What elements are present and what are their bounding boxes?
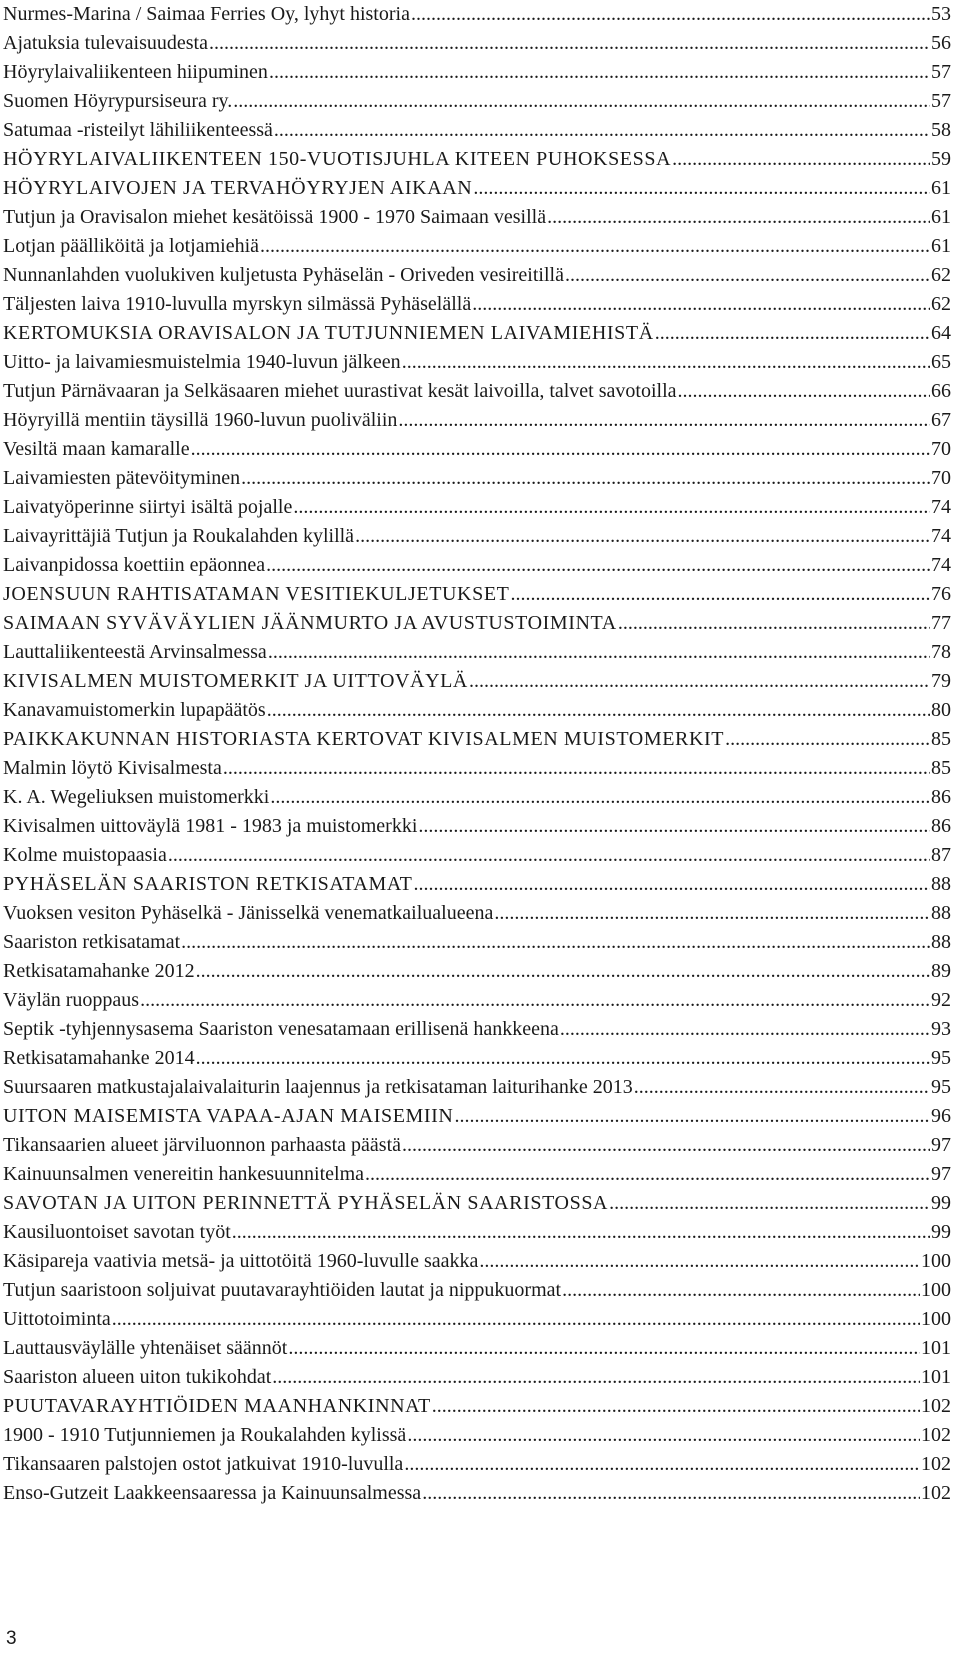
toc-entry-title: Kolme muistopaasia bbox=[3, 844, 167, 866]
toc-entry-title: Satumaa -risteilyt lähiliikenteessä bbox=[3, 119, 273, 141]
toc-entry bbox=[3, 1015, 951, 1044]
toc-entry bbox=[3, 1102, 951, 1131]
toc-entry bbox=[3, 551, 951, 580]
dot-leader bbox=[618, 609, 930, 638]
toc-entry-page: 79 bbox=[931, 670, 951, 692]
toc-entry bbox=[3, 1334, 951, 1363]
toc-entry bbox=[3, 1421, 951, 1450]
toc-entry-title: PAIKKAKUNNAN HISTORIASTA KERTOVAT KIVISALMEN MUISTOMERKIT bbox=[3, 728, 725, 750]
toc-entry bbox=[3, 377, 951, 406]
toc-entry-page: 74 bbox=[931, 496, 951, 518]
toc-entry-page: 80 bbox=[931, 699, 951, 721]
toc-entry bbox=[3, 1160, 951, 1189]
toc-entry-page: 70 bbox=[931, 438, 951, 460]
toc-entry-title: JOENSUUN RAHTISATAMAN VESITIEKULJETUKSET bbox=[3, 583, 510, 605]
dot-leader bbox=[268, 638, 930, 667]
dot-leader bbox=[413, 870, 930, 899]
dot-leader bbox=[454, 1102, 930, 1131]
toc-entry bbox=[3, 1363, 951, 1392]
toc-entry bbox=[3, 116, 951, 145]
toc-entry bbox=[3, 1392, 951, 1421]
toc-entry bbox=[3, 696, 951, 725]
dot-leader bbox=[565, 261, 930, 290]
dot-leader bbox=[196, 957, 930, 986]
toc-entry bbox=[3, 1450, 951, 1479]
toc-entry-title: Ajatuksia tulevaisuudesta bbox=[3, 32, 208, 54]
dot-leader bbox=[407, 1421, 920, 1450]
toc-entry-title: Laivatyöperinne siirtyi isältä pojalle bbox=[3, 496, 293, 518]
toc-entry bbox=[3, 29, 951, 58]
toc-entry bbox=[3, 841, 951, 870]
dot-leader bbox=[355, 522, 930, 551]
toc-entry-title: Höyrylaivaliikenteen hiipuminen bbox=[3, 61, 268, 83]
toc-entry-title: Saariston retkisatamat bbox=[3, 931, 181, 953]
toc-entry-page: 93 bbox=[931, 1018, 951, 1040]
toc-entry-page: 58 bbox=[931, 119, 951, 141]
dot-leader bbox=[510, 580, 930, 609]
toc-entry-page: 57 bbox=[931, 61, 951, 83]
toc-entry bbox=[3, 1247, 951, 1276]
toc-entry-title: Vesiltä maan kamaralle bbox=[3, 438, 190, 460]
dot-leader bbox=[404, 1450, 920, 1479]
dot-leader bbox=[411, 0, 930, 29]
toc-entry-title: Septik -tyhjennysasema Saariston venesatamaan erillisenä hankkeena bbox=[3, 1018, 559, 1040]
toc-entry-title: Kanavamuistomerkin lupapäätös bbox=[3, 699, 266, 721]
toc-entry-page: 67 bbox=[931, 409, 951, 431]
toc-entry bbox=[3, 435, 951, 464]
toc-entry bbox=[3, 638, 951, 667]
toc-entry-title: HÖYRYLAIVOJEN JA TERVAHÖYRYJEN AIKAAN bbox=[3, 177, 473, 199]
dot-leader bbox=[288, 1334, 920, 1363]
dot-leader bbox=[112, 1305, 920, 1334]
toc-entry-page: 76 bbox=[931, 583, 951, 605]
dot-leader bbox=[472, 290, 930, 319]
dot-leader bbox=[266, 551, 930, 580]
toc-entry-title: Suursaaren matkustajalaivalaiturin laajennus ja retkisataman laiturihanke 2013 bbox=[3, 1076, 633, 1098]
toc-entry bbox=[3, 0, 951, 29]
toc-entry-title: Höyryillä mentiin täysillä 1960-luvun puoliväliin bbox=[3, 409, 398, 431]
toc-entry-title: Laivamiesten pätevöityminen bbox=[3, 467, 241, 489]
toc-entry-page: 87 bbox=[931, 844, 951, 866]
dot-leader bbox=[560, 1015, 930, 1044]
toc-entry-page: 88 bbox=[931, 931, 951, 953]
toc-entry-page: 74 bbox=[931, 525, 951, 547]
toc-entry bbox=[3, 145, 951, 174]
toc-entry-page: 99 bbox=[931, 1221, 951, 1243]
toc-entry-title: Tutjun ja Oravisalon miehet kesätöissä 1900 - 1970 Saimaan vesillä bbox=[3, 206, 547, 228]
toc-entry-title: Retkisatamahanke 2014 bbox=[3, 1047, 195, 1069]
toc-entry-page: 65 bbox=[931, 351, 951, 373]
toc-entry-title: SAVOTAN JA UITON PERINNETTÄ PYHÄSELÄN SAARISTOSSA bbox=[3, 1192, 609, 1214]
dot-leader bbox=[418, 812, 930, 841]
toc-entry-page: 53 bbox=[931, 3, 951, 25]
toc-entry-page: 102 bbox=[921, 1395, 951, 1417]
toc-entry-page: 74 bbox=[931, 554, 951, 576]
toc-entry-title: Laivayrittäjiä Tutjun ja Roukalahden kylillä bbox=[3, 525, 355, 547]
toc-entry-page: 102 bbox=[921, 1424, 951, 1446]
dot-leader bbox=[494, 899, 930, 928]
dot-leader bbox=[402, 1131, 930, 1160]
toc-entry bbox=[3, 87, 951, 116]
toc-entry bbox=[3, 319, 951, 348]
toc-entry-title: Nunnanlahden vuolukiven kuljetusta Pyhäselän - Oriveden vesireitillä bbox=[3, 264, 564, 286]
toc-entry-page: 86 bbox=[931, 786, 951, 808]
toc-entry-title: Saariston alueen uiton tukikohdat bbox=[3, 1366, 272, 1388]
toc-entry-title: Tutjun Pärnävaaran ja Selkäsaaren miehet uurastivat kesät laivoilla, talvet savotoilla bbox=[3, 380, 677, 402]
toc-entry-title: Uittotoiminta bbox=[3, 1308, 111, 1330]
toc-entry bbox=[3, 870, 951, 899]
dot-leader bbox=[547, 203, 930, 232]
toc-entry bbox=[3, 1305, 951, 1334]
toc-entry bbox=[3, 667, 951, 696]
toc-entry-page: 97 bbox=[931, 1163, 951, 1185]
dot-leader bbox=[432, 1392, 920, 1421]
dot-leader bbox=[140, 986, 930, 1015]
dot-leader bbox=[398, 406, 930, 435]
toc-entry bbox=[3, 1131, 951, 1160]
dot-leader bbox=[209, 29, 930, 58]
toc-entry-page: 86 bbox=[931, 815, 951, 837]
toc-entry-page: 100 bbox=[921, 1279, 951, 1301]
toc-entry bbox=[3, 406, 951, 435]
dot-leader bbox=[562, 1276, 920, 1305]
dot-leader bbox=[191, 435, 930, 464]
toc-entry-page: 59 bbox=[931, 148, 951, 170]
toc-entry bbox=[3, 174, 951, 203]
dot-leader bbox=[402, 348, 930, 377]
dot-leader bbox=[365, 1160, 930, 1189]
toc-entry-page: 66 bbox=[931, 380, 951, 402]
toc-entry-page: 88 bbox=[931, 902, 951, 924]
toc-entry-title: Kivisalmen uittoväylä 1981 - 1983 ja muistomerkki bbox=[3, 815, 418, 837]
toc-entry-page: 100 bbox=[921, 1250, 951, 1272]
toc-entry-page: 85 bbox=[931, 757, 951, 779]
dot-leader bbox=[473, 174, 930, 203]
toc-entry-page: 77 bbox=[931, 612, 951, 634]
toc-entry-page: 102 bbox=[921, 1453, 951, 1475]
toc-entry-page: 70 bbox=[931, 467, 951, 489]
toc-entry-title: PYHÄSELÄN SAARISTON RETKISATAMAT bbox=[3, 873, 413, 895]
toc-entry bbox=[3, 1276, 951, 1305]
toc-entry-page: 102 bbox=[921, 1482, 951, 1504]
toc-entry-page: 100 bbox=[921, 1308, 951, 1330]
toc-entry bbox=[3, 1479, 951, 1508]
toc-entry bbox=[3, 348, 951, 377]
toc-entry bbox=[3, 1073, 951, 1102]
toc-entry-title: Enso-Gutzeit Laakkeensaaressa ja Kainuunsalmessa bbox=[3, 1482, 422, 1504]
table-of-contents bbox=[3, 0, 951, 1508]
toc-entry-title: Vuoksen vesiton Pyhäselkä - Jänisselkä venematkailualueena bbox=[3, 902, 494, 924]
toc-entry-title: Nurmes-Marina / Saimaa Ferries Oy, lyhyt historia bbox=[3, 3, 410, 25]
toc-entry-title: 1900 - 1910 Tutjunniemen ja Roukalahden kylissä bbox=[3, 1424, 407, 1446]
toc-entry bbox=[3, 899, 951, 928]
toc-entry bbox=[3, 812, 951, 841]
toc-entry-title: KIVISALMEN MUISTOMERKIT JA UITTOVÄYLÄ bbox=[3, 670, 468, 692]
toc-entry-title: Uitto- ja laivamiesmuistelmia 1940-luvun jälkeen bbox=[3, 351, 401, 373]
toc-entry-title: Kainuunsalmen venereitin hankesuunnitelma bbox=[3, 1163, 365, 1185]
toc-entry-page: 92 bbox=[931, 989, 951, 1011]
toc-entry-title: Kausiluontoiset savotan työt bbox=[3, 1221, 231, 1243]
toc-entry-page: 89 bbox=[931, 960, 951, 982]
toc-entry bbox=[3, 232, 951, 261]
toc-entry-title: Lauttausväylälle yhtenäiset säännöt bbox=[3, 1337, 288, 1359]
dot-leader bbox=[232, 1218, 930, 1247]
toc-entry-page: 85 bbox=[931, 728, 951, 750]
toc-entry-page: 88 bbox=[931, 873, 951, 895]
toc-entry bbox=[3, 957, 951, 986]
toc-entry-page: 101 bbox=[921, 1366, 951, 1388]
toc-entry bbox=[3, 493, 951, 522]
toc-entry bbox=[3, 783, 951, 812]
toc-entry bbox=[3, 1218, 951, 1247]
toc-entry bbox=[3, 261, 951, 290]
toc-entry-title: Käsipareja vaativia metsä- ja uittotöitä 1960-luvulle saakka bbox=[3, 1250, 479, 1272]
toc-entry-page: 95 bbox=[931, 1076, 951, 1098]
dot-leader bbox=[267, 696, 930, 725]
toc-entry bbox=[3, 725, 951, 754]
dot-leader bbox=[269, 58, 930, 87]
toc-entry bbox=[3, 464, 951, 493]
toc-entry bbox=[3, 1189, 951, 1218]
dot-leader bbox=[233, 87, 930, 116]
dot-leader bbox=[196, 1044, 930, 1073]
toc-entry-page: 61 bbox=[931, 177, 951, 199]
toc-entry-title: Malmin löytö Kivisalmesta bbox=[3, 757, 222, 779]
dot-leader bbox=[422, 1479, 920, 1508]
toc-entry-page: 101 bbox=[921, 1337, 951, 1359]
dot-leader bbox=[168, 841, 930, 870]
toc-entry-title: Täljesten laiva 1910-luvulla myrskyn silmässä Pyhäselällä bbox=[3, 293, 472, 315]
toc-entry-page: 61 bbox=[931, 235, 951, 257]
toc-entry bbox=[3, 609, 951, 638]
toc-entry bbox=[3, 928, 951, 957]
dot-leader bbox=[260, 232, 930, 261]
dot-leader bbox=[655, 319, 930, 348]
dot-leader bbox=[241, 464, 930, 493]
toc-entry bbox=[3, 290, 951, 319]
toc-entry-title: PUUTAVARAYHTIÖIDEN MAANHANKINNAT bbox=[3, 1395, 431, 1417]
dot-leader bbox=[270, 783, 930, 812]
toc-entry-page: 99 bbox=[931, 1192, 951, 1214]
toc-entry bbox=[3, 754, 951, 783]
toc-entry-page: 57 bbox=[931, 90, 951, 112]
toc-entry bbox=[3, 522, 951, 551]
toc-entry-page: 64 bbox=[931, 322, 951, 344]
page-number: 3 bbox=[6, 1628, 17, 1649]
dot-leader bbox=[469, 667, 930, 696]
dot-leader bbox=[272, 1363, 920, 1392]
toc-entry-title: Lauttaliikenteestä Arvinsalmessa bbox=[3, 641, 267, 663]
dot-leader bbox=[725, 725, 930, 754]
toc-entry-page: 61 bbox=[931, 206, 951, 228]
dot-leader bbox=[678, 377, 930, 406]
toc-entry-title: Lotjan päälliköitä ja lotjamiehiä bbox=[3, 235, 260, 257]
dot-leader bbox=[634, 1073, 930, 1102]
toc-entry-title: Retkisatamahanke 2012 bbox=[3, 960, 195, 982]
toc-entry-page: 95 bbox=[931, 1047, 951, 1069]
toc-entry-title: SAIMAAN SYVÄVÄYLIEN JÄÄNMURTO JA AVUSTUSTOIMINTA bbox=[3, 612, 617, 634]
toc-entry bbox=[3, 58, 951, 87]
toc-entry bbox=[3, 986, 951, 1015]
toc-entry-title: Tikansaaren palstojen ostot jatkuivat 1910-luvulla bbox=[3, 1453, 404, 1475]
toc-entry-title: K. A. Wegeliuksen muistomerkki bbox=[3, 786, 270, 808]
toc-entry-page: 62 bbox=[931, 293, 951, 315]
toc-entry-title: KERTOMUKSIA ORAVISALON JA TUTJUNNIEMEN LAIVAMIEHISTÄ bbox=[3, 322, 654, 344]
toc-entry-page: 56 bbox=[931, 32, 951, 54]
toc-entry-title: Suomen Höyrypursiseura ry. bbox=[3, 90, 233, 112]
dot-leader bbox=[223, 754, 930, 783]
toc-entry bbox=[3, 580, 951, 609]
dot-leader bbox=[293, 493, 930, 522]
dot-leader bbox=[274, 116, 930, 145]
toc-entry-page: 97 bbox=[931, 1134, 951, 1156]
toc-entry-title: Väylän ruoppaus bbox=[3, 989, 140, 1011]
toc-entry-page: 62 bbox=[931, 264, 951, 286]
toc-entry-title: Laivanpidossa koettiin epäonnea bbox=[3, 554, 266, 576]
toc-entry-title: HÖYRYLAIVALIIKENTEEN 150-VUOTISJUHLA KITEEN PUHOKSESSA bbox=[3, 148, 672, 170]
toc-entry bbox=[3, 203, 951, 232]
dot-leader bbox=[672, 145, 930, 174]
toc-entry-page: 78 bbox=[931, 641, 951, 663]
toc-entry-title: Tikansaarien alueet järviluonnon parhaasta päästä bbox=[3, 1134, 402, 1156]
toc-entry-title: UITON MAISEMISTA VAPAA-AJAN MAISEMIIN bbox=[3, 1105, 454, 1127]
dot-leader bbox=[181, 928, 930, 957]
toc-entry-title: Tutjun saaristoon soljuivat puutavarayhtiöiden lautat ja nippukuormat bbox=[3, 1279, 562, 1301]
toc-entry-page: 96 bbox=[931, 1105, 951, 1127]
toc-entry bbox=[3, 1044, 951, 1073]
dot-leader bbox=[609, 1189, 930, 1218]
dot-leader bbox=[479, 1247, 920, 1276]
